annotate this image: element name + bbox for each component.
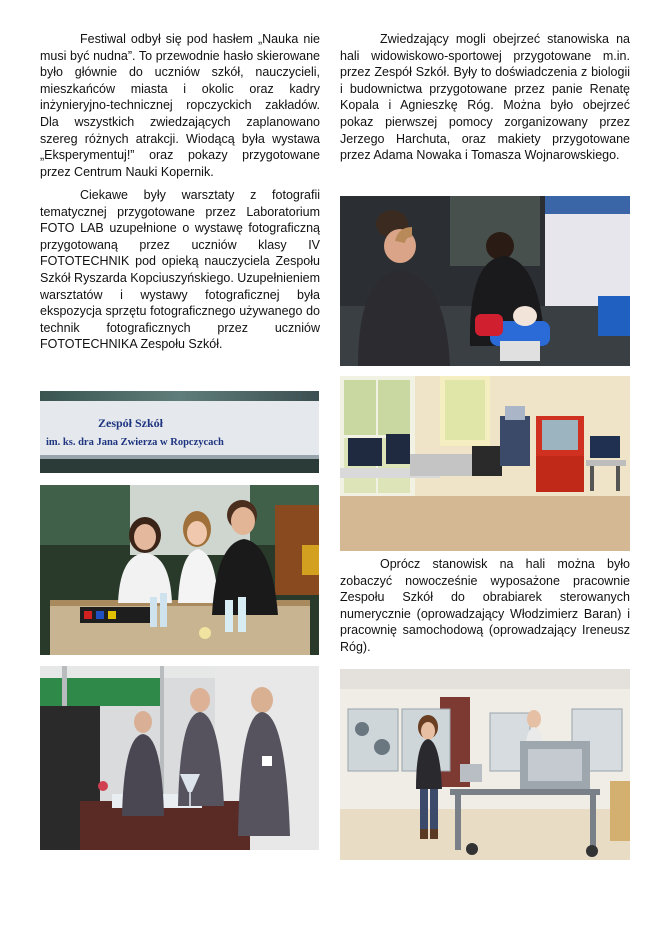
workshops-rooms-paragraph: Oprócz stanowisk na hali można było zobaczyć nowocześnie wyposażone pracownie Zespołu Szkół do obrabiarek sterowanych numerycznie (oprowadzający Włodzimierz Baran) i pracownię samochodową (oprowadzający Ireneusz Róg). xyxy=(340,557,630,654)
intro-paragraph: Festiwal odbył się pod hasłem „Nauka nie musi być nudna”. To przewodnie hasło skierowane było głównie do uczniów szkół, nauczycieli, mieszkańców miasta i okolic oraz kadry inżynieryjno-technicznej ropczyckich zakładów. Dla wszystkich zwiedzających zaplanowano szereg różnych atrakcji. Wiodącą była wystawa „Eksperymentuj!” oraz pokazy przygotowane przez Centrum Nauki Kopernik. xyxy=(40,32,320,179)
banner-line-2: im. ks. dra Jana Zwierza w Ropczycach xyxy=(46,437,224,448)
banner-line-1: Zespół Szkół xyxy=(98,416,164,430)
photo-students-table xyxy=(40,485,319,655)
photo-cnc-workshop xyxy=(340,376,630,551)
photo-students-lab-coats xyxy=(40,666,319,850)
workshops-paragraph: Ciekawe były warsztaty z fotografii tematycznej przygotowane przez Laboratorium FOTO LAB uzupełnione o wystawę fotograficzną przygotowaną przez uczniów klasy IV FOTOTECHNIK pod opieką nauczyciela Zespołu Szkół Ryszarda Kopciuszyńskiego. Uzupełnieniem warsztatów i wystawy fotograficznej była ekspozycja sprzętu fotograficznego używanego do technik fotograficznych przez uczniów FOTOTECHNIKA Zespołu Szkół. xyxy=(40,188,320,352)
photo-first-aid xyxy=(340,196,630,366)
photo-school-banner xyxy=(40,391,319,473)
photo-automotive-workshop xyxy=(340,669,630,860)
stands-paragraph: Zwiedzający mogli obejrzeć stanowiska na hali widowiskowo-sportowej przygotowane m.in. przez Zespół Szkół. Były to doświadczenia z biologii i budownictwa przygotowane przez panie Renatę Kopala i Agnieszkę Róg. Można było obejrzeć pokaz pierwszej pomocy zorganizowany przez Jerzego Harchuta, oraz makiety przygotowane przez Adama Nowaka i Tomasza Wojnarowskiego. xyxy=(340,32,630,163)
